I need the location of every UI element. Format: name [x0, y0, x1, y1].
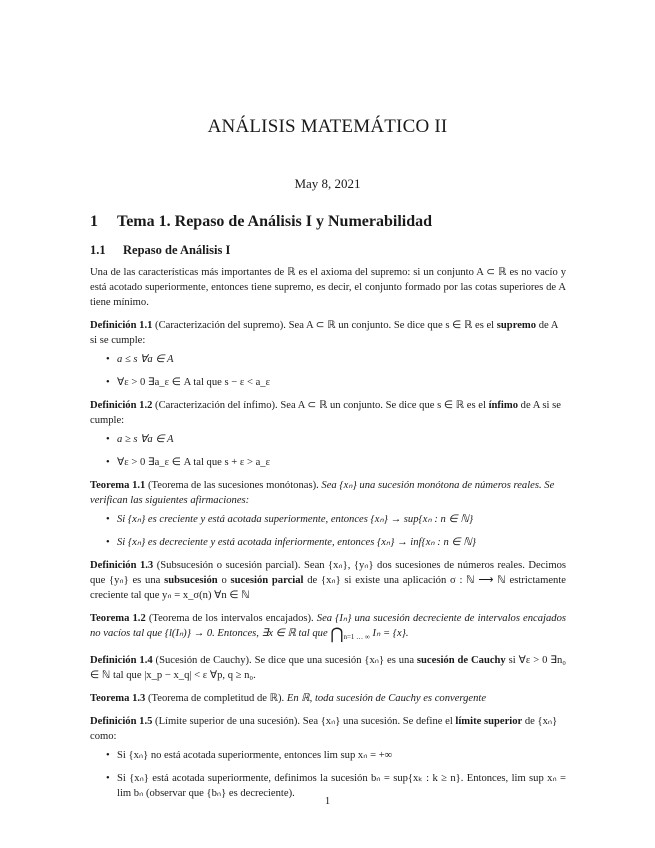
definition-text: Sea {xₙ} una sucesión. Se define el	[302, 716, 453, 728]
section-number: 1	[90, 213, 98, 230]
document-body	[90, 212, 566, 809]
theorem-head: Teorema 1.1	[90, 480, 146, 491]
definition-term: sucesión de Cauchy	[416, 655, 506, 667]
definition-head: Definición 1.4	[90, 655, 153, 667]
definition-text: Sea A ⊂ ℝ un conjunto. Se dice que s ∈ ℝ es el	[288, 320, 495, 331]
document-title: ANÁLISIS MATEMÁTICO II	[207, 116, 448, 137]
bullet-icon: •	[106, 750, 110, 762]
page-number: 1	[324, 796, 331, 807]
theorem-text: En ℝ, toda sucesión de Cauchy es convergente	[286, 693, 487, 705]
bullet-icon: •	[106, 377, 110, 388]
definition-term: sucesión parcial	[230, 575, 304, 586]
definition-text: Sean {xₙ}, {yₙ} dos sucesiones de números reales. Decimos que {yₙ} es una	[90, 560, 566, 586]
bullet-icon: •	[106, 434, 110, 445]
subsection-title: Repaso de Análisis I	[123, 243, 231, 257]
section-title: Tema 1. Repaso de Análisis I y Numerabilidad	[117, 213, 433, 230]
theorem-text: Sea {Iₙ} una sucesión decreciente de intervalos encajados no vacíos tal que {l(Iₙ)} → 0. Entonces, ∃x ∈ ℝ tal que	[90, 613, 566, 639]
definition-1-2	[90, 398, 566, 470]
definition-list	[90, 352, 566, 390]
definition-term: supremo	[496, 320, 537, 331]
list-item: • Si {xₙ} es decreciente y está acotada inferiormente, entonces {xₙ} → inf{xₙ : n ∈ ℕ}	[106, 537, 476, 548]
theorem-1-1	[90, 478, 566, 550]
definition-paren: (Caracterización del supremo).	[155, 320, 286, 331]
theorem-head: Teorema 1.3	[90, 693, 146, 705]
theorem-list	[90, 512, 566, 550]
definition-text: o	[221, 575, 227, 586]
intersection-symbol: ⋂	[330, 626, 344, 643]
theorem-paren: (Teorema de completitud de ℝ).	[147, 693, 285, 705]
definition-list	[90, 432, 566, 470]
bullet-icon: •	[106, 514, 110, 525]
bullet-icon: •	[106, 773, 110, 785]
definition-text: de {xₙ} como:	[90, 716, 558, 743]
definition-1-4	[90, 653, 566, 683]
definition-term: subsucesión	[164, 575, 218, 586]
definition-head: Definición 1.3	[90, 560, 154, 571]
theorem-text: Sea {xₙ} una sucesión monótona de números reales. Se verifican las siguientes afirmaciones:	[90, 480, 555, 506]
definition-text: de A si se cumple:	[90, 320, 558, 346]
section-heading	[90, 212, 566, 232]
definition-head: Definición 1.5	[90, 716, 153, 728]
subsection-heading	[90, 242, 566, 259]
list-item: • Si {xₙ} está acotada superiormente, definimos la sucesión bₙ = sup{xₖ : k ≥ n}. Entonces, lim sup xₙ = lim bₙ (observar que {bₙ} es decreciente).	[106, 773, 566, 800]
definition-text: de A si se cumple:	[90, 400, 561, 426]
subsection-number: 1.1	[90, 243, 106, 257]
definition-paren: (Caracterización del ínfimo).	[155, 400, 278, 411]
theorem-paren: (Teorema de las sucesiones monótonas).	[147, 480, 319, 491]
definition-1-5	[90, 714, 566, 801]
definition-head: Definición 1.1	[90, 320, 153, 331]
definition-head: Definición 1.2	[90, 400, 153, 411]
list-item: • a ≥ s ∀a ∈ A	[106, 434, 174, 445]
bullet-icon: •	[106, 457, 110, 468]
list-item: • ∀ε > 0 ∃a_ε ∈ A tal que s − ε < a_ε	[106, 377, 271, 388]
bullet-icon: •	[106, 354, 110, 365]
definition-paren: (Subsucesión o sucesión parcial).	[156, 560, 301, 571]
intersection-limits: n=1 … ∞	[343, 633, 370, 642]
definition-text: si ∀ε > 0 ∃n₀ ∈ ℕ tal que |x_p − x_q| < ε ∀p, q ≥ n₀.	[90, 655, 566, 682]
theorem-formula: Iₙ = {x}.	[372, 628, 409, 639]
bullet-icon: •	[106, 537, 110, 548]
definition-text: Sea A ⊂ ℝ un conjunto. Se dice que s ∈ ℝ es el	[280, 400, 486, 411]
definition-1-3	[90, 558, 566, 603]
definition-term: ínfimo	[488, 400, 518, 411]
definition-text: de {xₙ} si existe una aplicación σ : ℕ ⟶ ℕ estrictamente creciente tal que yₙ = x_σ(n) ∀n ∈ ℕ	[90, 575, 566, 601]
definition-term: límite superior	[455, 716, 523, 728]
theorem-1-3	[90, 691, 566, 706]
theorem-paren: (Teorema de los intervalos encajados).	[148, 613, 314, 624]
definition-paren: (Límite superior de una sucesión).	[155, 716, 301, 728]
definition-list	[90, 748, 566, 801]
intro-paragraph: Una de las características más importantes de ℝ es el axioma del supremo: si un conjunto A ⊂ ℝ es no vacío y está acotado superiormente, entonces tiene supremo, es decir, el conjunto formado por las cotas superiores de A tiene mínimo.	[90, 267, 566, 308]
definition-paren: (Sucesión de Cauchy).	[155, 655, 252, 667]
theorem-head: Teorema 1.2	[90, 613, 146, 624]
list-item: • Si {xₙ} no está acotada superiormente, entonces lim sup xₙ = +∞	[106, 750, 393, 762]
list-item: • Si {xₙ} es creciente y está acotada superiormente, entonces {xₙ} → sup{xₙ : n ∈ ℕ}	[106, 514, 474, 525]
list-item: • a ≤ s ∀a ∈ A	[106, 354, 174, 365]
list-item: • ∀ε > 0 ∃a_ε ∈ A tal que s + ε > a_ε	[106, 457, 271, 468]
definition-text: Se dice que una sucesión {xₙ} es una	[254, 655, 415, 667]
document-date: May 8, 2021	[294, 176, 361, 191]
theorem-1-2	[90, 611, 566, 645]
definition-1-1	[90, 318, 566, 390]
